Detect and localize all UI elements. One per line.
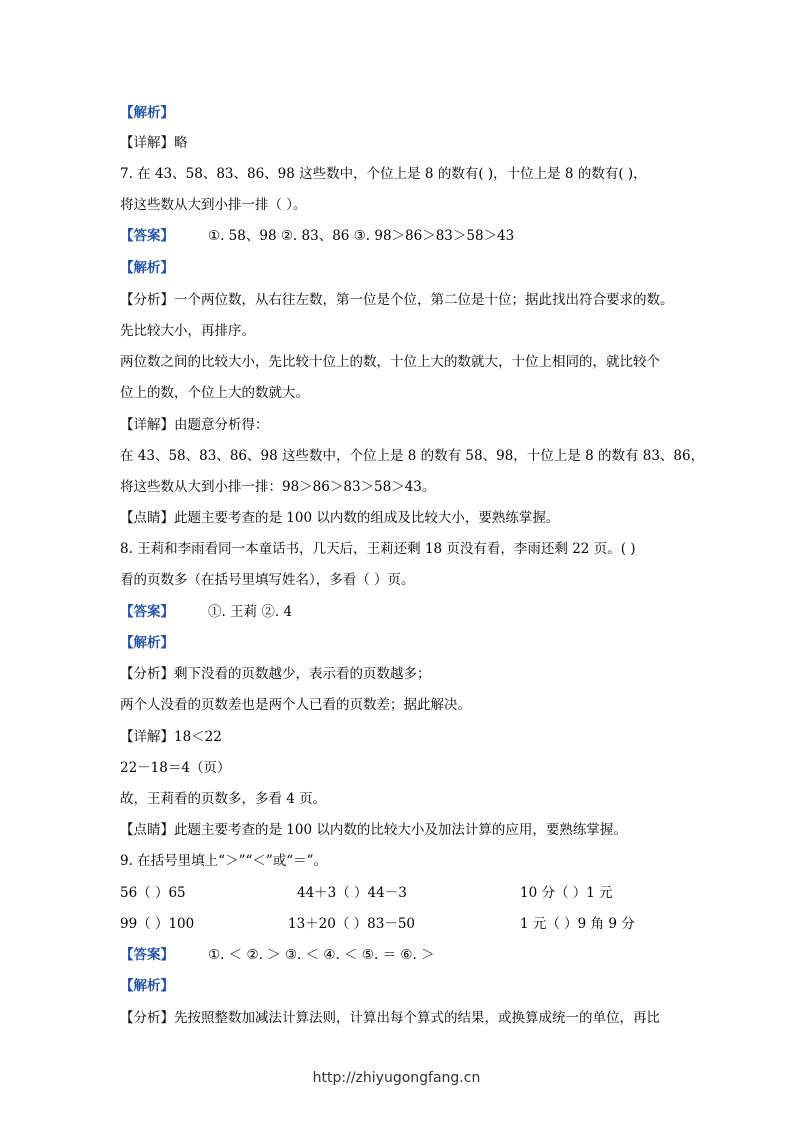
- q9-item-1: 56（ ）65: [120, 885, 186, 901]
- analysis-header: 【解析】: [120, 105, 174, 121]
- question-8-line-1: 8. 王莉和李雨看同一本童话书，几天后，王莉还剩 18 页没有看，李雨还剩 22 页。( ): [120, 541, 636, 557]
- detail-7-line-2: 在 43、58、83、86、98 这些数中，个位上是 8 的数有 58、98，十位上是 8 的数有 83、86，: [120, 448, 705, 464]
- detail-8-line-2: 22－18＝4（页）: [120, 760, 231, 776]
- analysis-header: 【解析】: [120, 635, 174, 651]
- detail-7-line-3: 将这些数从大到小排一排：98＞86＞83＞58＞43。: [120, 479, 436, 495]
- answer-9: 【答案】 ①. ＜ ②. ＞ ③. ＜ ④. ＜ ⑤. ＝ ⑥. ＞: [120, 947, 435, 963]
- tip-8: 【点睛】此题主要考查的是 100 以内数的比较大小及加法计算的应用，要熟练掌握。: [120, 822, 627, 838]
- question-9-line-1: 9. 在括号里填上“＞”“＜”或“＝”。: [120, 853, 328, 869]
- analysis-7-line-1: 【分析】一个两位数，从右往左数，第一位是个位，第二位是十位；据此找出符合要求的数。: [120, 292, 674, 308]
- answer-8: 【答案】 ①. 王莉 ②. 4: [120, 604, 293, 620]
- analysis-7-line-3: 两位数之间的比较大小，先比较十位上的数，十位上大的数就大，十位上相同的，就比较个: [120, 354, 660, 370]
- detail-line: 【详解】略: [120, 135, 188, 151]
- analysis-8-line-1: 【分析】剩下没看的页数越少，表示看的页数越多；: [120, 666, 431, 682]
- detail-8-line-3: 故，王莉看的页数多，多看 4 页。: [120, 791, 327, 807]
- q9-item-3: 10 分（ ）1 元: [520, 885, 613, 901]
- analysis-header: 【解析】: [120, 978, 174, 994]
- footer-url[interactable]: http://zhiyugongfang.cn: [312, 1070, 481, 1086]
- question-7-line-2: 将这些数从大到小排一排（ ）。: [120, 197, 307, 213]
- q9-item-4: 99（ ）100: [120, 916, 195, 932]
- q9-item-2: 44＋3（ ）44－3: [297, 885, 407, 901]
- q9-item-6: 1 元（ ）9 角 9 分: [520, 916, 635, 932]
- analysis-header: 【解析】: [120, 260, 174, 276]
- question-7-line-1: 7. 在 43、58、83、86、98 这些数中，个位上是 8 的数有( )，十位上是 8 的数有( )，: [120, 166, 647, 182]
- detail-8-line-1: 【详解】18＜22: [120, 729, 222, 745]
- detail-7-line-1: 【详解】由题意分析得：: [120, 417, 269, 433]
- analysis-9-line-1: 【分析】先按照整数加减法计算法则，计算出每个算式的结果，或换算成统一的单位，再比: [120, 1010, 660, 1026]
- analysis-7-line-2: 先比较大小，再排序。: [120, 323, 255, 339]
- q9-item-5: 13＋20（ ）83－50: [288, 916, 416, 932]
- analysis-8-line-2: 两个人没看的页数差也是两个人已看的页数差；据此解决。: [120, 697, 471, 713]
- question-8-line-2: 看的页数多（在括号里填写姓名），多看（ ）页。: [120, 572, 415, 588]
- tip-7: 【点睛】此题主要考查的是 100 以内数的组成及比较大小，要熟练掌握。: [120, 510, 560, 526]
- analysis-7-line-4: 位上的数，个位上大的数就大。: [120, 385, 309, 401]
- answer-7: 【答案】 ①. 58、98 ②. 83、86 ③. 98＞86＞83＞58＞43: [120, 228, 515, 244]
